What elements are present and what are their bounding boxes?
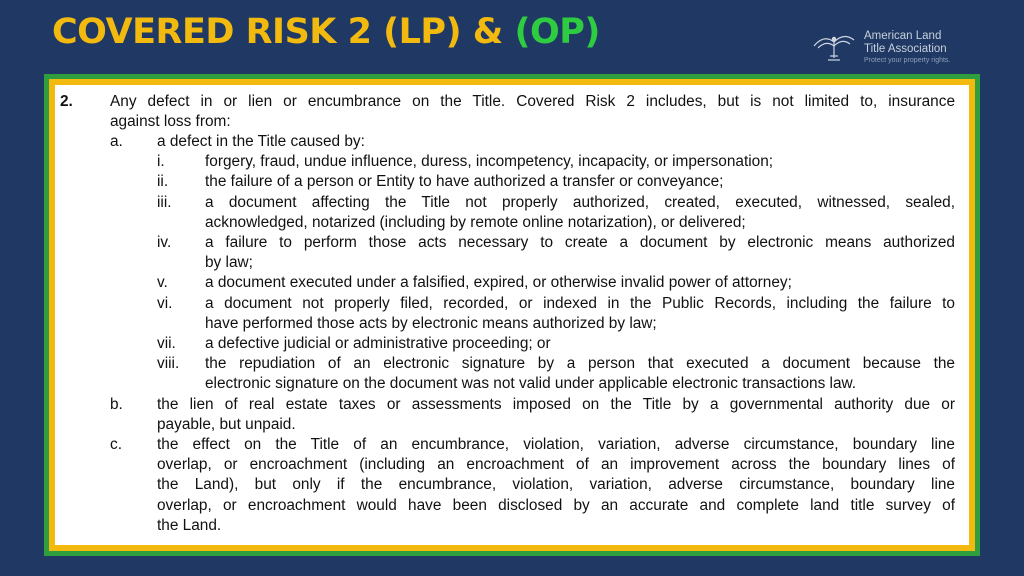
- roman-marker: vi.: [157, 294, 173, 312]
- item-number: 2.: [60, 92, 73, 110]
- alta-logo: [808, 26, 968, 70]
- roman-item-line: electronic signature on the document was not valid under applicable electronic transactions law.: [205, 375, 857, 393]
- marker-c: c.: [110, 435, 122, 453]
- intro-line: against loss from:: [110, 112, 231, 130]
- roman-marker: i.: [157, 153, 165, 171]
- logo-line2: Title Association: [864, 43, 947, 55]
- roman-item-line: forgery, fraud, undue influence, duress, incompetency, incapacity, or impersonation;: [205, 153, 774, 171]
- page-title: [52, 12, 600, 52]
- roman-item-line: a failure to perform those acts necessary to create a document by electronic means authorized: [205, 233, 955, 251]
- roman-item-line: have performed those acts by electronic means authorized by law;: [205, 314, 657, 332]
- roman-item-line: the failure of a person or Entity to have authorized a transfer or conveyance;: [205, 173, 724, 191]
- item-a-text: a defect in the Title caused by:: [157, 132, 365, 150]
- document-panel: [55, 85, 969, 545]
- item-c-line: the effect on the Title of an encumbrance, violation, variation, adverse circumstance, boundary line: [157, 435, 955, 453]
- roman-marker: iii.: [157, 193, 172, 211]
- marker-b: b.: [110, 395, 123, 413]
- logo-text: [864, 30, 950, 65]
- item-c-line: the Land), but only if the encumbrance, violation, variation, adverse circumstance, boundary line: [157, 476, 955, 494]
- title-main: COVERED RISK 2 (LP) &: [52, 12, 515, 52]
- title-op: (OP): [514, 12, 600, 52]
- logo-tagline: Protect your property rights.: [864, 57, 951, 64]
- roman-item-line: a document executed under a falsified, expired, or otherwise invalid power of attorney;: [205, 274, 792, 292]
- roman-item-line: a defective judicial or administrative proceeding; or: [205, 334, 551, 352]
- roman-item-line: acknowledged, notarized (including by remote online notarization), or delivered;: [205, 213, 746, 231]
- roman-item-line: the repudiation of an electronic signature by a person that executed a document because the: [205, 355, 955, 373]
- roman-item-line: by law;: [205, 254, 253, 272]
- item-c-line: overlap, or encroachment would have been disclosed by an accurate and complete land title survey of: [157, 496, 955, 514]
- item-c-line: the Land.: [157, 516, 222, 534]
- item-b-line: payable, but unpaid.: [157, 415, 296, 433]
- logo-line1: American Land: [864, 30, 942, 42]
- item-c-line: overlap, or encroachment (including an encroachment of an improvement across the boundary lines of: [157, 456, 955, 474]
- intro-line: Any defect in or lien or encumbrance on the Title. Covered Risk 2 includes, but is not limited to, insurance: [110, 92, 955, 110]
- roman-marker: ii.: [157, 173, 169, 191]
- eagle-icon: [808, 26, 860, 66]
- marker-a: a.: [110, 132, 123, 150]
- roman-marker: iv.: [157, 233, 172, 251]
- roman-marker: vii.: [157, 334, 176, 352]
- roman-item-line: a document not properly filed, recorded, or indexed in the Public Records, including the failure to: [205, 294, 955, 312]
- roman-item-line: a document affecting the Title not properly authorized, created, executed, witnessed, sealed,: [205, 193, 955, 211]
- roman-marker: v.: [157, 274, 168, 292]
- roman-marker: viii.: [157, 355, 180, 373]
- item-b-line: the lien of real estate taxes or assessments imposed on the Title by a governmental authority due or: [157, 395, 955, 413]
